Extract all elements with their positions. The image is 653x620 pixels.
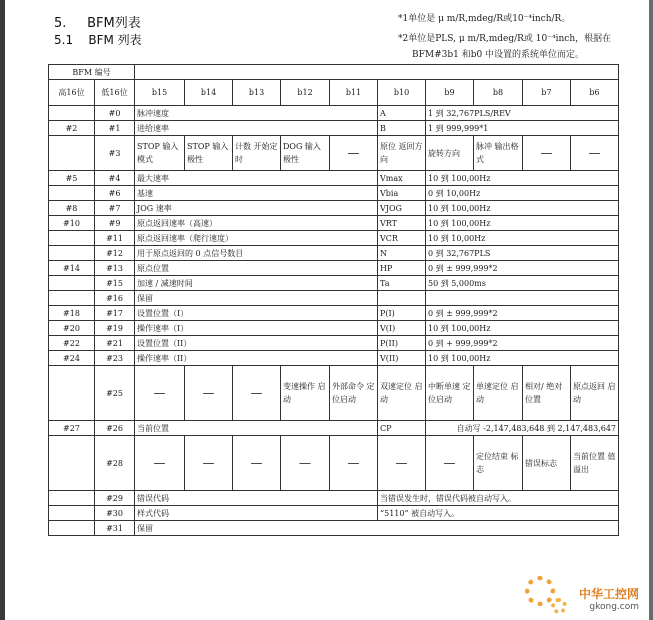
cell-low: #16 (95, 291, 135, 306)
watermark-cn: 中华工控网 (578, 587, 639, 601)
cell-high: #18 (49, 306, 95, 321)
cell-desc: 操作速率（II） (135, 351, 378, 366)
cell-low: #3 (95, 136, 135, 171)
cell-high (49, 291, 95, 306)
cell-desc: 原点返回速率（爬行速度） (135, 231, 378, 246)
cell-high (49, 136, 95, 171)
cell-desc: 原点位置 (135, 261, 378, 276)
header-bit: b8 (474, 80, 523, 106)
header-bit: b9 (426, 80, 474, 106)
cell-val: 0 到 + 999,999*2 (426, 336, 619, 351)
cell-sym: Vmax (378, 171, 426, 186)
cell-high: #10 (49, 216, 95, 231)
header-bit: b13 (233, 80, 281, 106)
table-row (49, 216, 619, 231)
cell-low: #7 (95, 201, 135, 216)
cell-val: 10 到 100,00Hz (426, 216, 619, 231)
cell-sym: VCR (378, 231, 426, 246)
cell-low: #21 (95, 336, 135, 351)
cell-low: #23 (95, 351, 135, 366)
bit-cell: — (233, 436, 281, 491)
table-row (49, 186, 619, 201)
table-row (49, 261, 619, 276)
cell-low: #11 (95, 231, 135, 246)
cell-desc: 样式代码 (135, 506, 378, 521)
cell-high (49, 231, 95, 246)
cell-high: #20 (49, 321, 95, 336)
bit-cell: 原点返回 启动 (571, 366, 619, 421)
table-row (49, 121, 619, 136)
table-row (49, 506, 619, 521)
watermark-en: gkong.com (589, 602, 639, 612)
bit-cell: 原位 返回方向 (378, 136, 426, 171)
cell-sym: Vbia (378, 186, 426, 201)
footnote-2: *2单位是PLS, μ m/R,mdeg/R或 10⁻⁴inch，根据在 (398, 34, 612, 44)
table-row (49, 231, 619, 246)
scan-edge-left (0, 0, 5, 620)
cell-sym: P(II) (378, 336, 426, 351)
cell-val: 10 到 10,00Hz (426, 231, 619, 246)
bit-cell: — (330, 136, 378, 171)
cell-low: #6 (95, 186, 135, 201)
cell-high (49, 506, 95, 521)
table-row (49, 276, 619, 291)
section-title: BFM列表 (87, 16, 141, 31)
cell-desc: 最大速率 (135, 171, 378, 186)
table-row (49, 421, 619, 436)
cell-high (49, 276, 95, 291)
bit-cell: — (135, 366, 185, 421)
header-bit: b14 (185, 80, 233, 106)
bit-cell: — (378, 436, 426, 491)
cell-sym: VRT (378, 216, 426, 231)
scan-edge-right (649, 0, 653, 620)
cell-high (49, 491, 95, 506)
header-bit: b15 (135, 80, 185, 106)
cell-sym: Ta (378, 276, 426, 291)
cell-val: 自动写 -2,147,483,648 到 2,147,483,647 (426, 421, 619, 436)
header-bit: b10 (378, 80, 426, 106)
cell-high: #27 (49, 421, 95, 436)
bit-cell: 旋转方向 (426, 136, 474, 171)
subsection-title: BFM 列表 (88, 33, 142, 47)
cell-high: #2 (49, 121, 95, 136)
cell-val (426, 291, 619, 306)
table-row (49, 246, 619, 261)
bit-cell: DOG 输入极性 (281, 136, 330, 171)
cell-low: #25 (95, 366, 135, 421)
cell-low: #17 (95, 306, 135, 321)
table-row (49, 521, 619, 536)
bit-cell: 定位结束 标志 (474, 436, 523, 491)
bit-cell: — (185, 366, 233, 421)
bit-cell: — (185, 436, 233, 491)
header-bit: b6 (571, 80, 619, 106)
cell-high (49, 521, 95, 536)
bit-cell: — (571, 136, 619, 171)
cell-sym: V(II) (378, 351, 426, 366)
cell-val: 10 到 100,00Hz (426, 321, 619, 336)
cell-desc: 基速 (135, 186, 378, 201)
table-header-bits (49, 80, 619, 106)
cell-low: #13 (95, 261, 135, 276)
cell-val: 0 到 32,767PLS (426, 246, 619, 261)
cell-desc: 当前位置 (135, 421, 378, 436)
cell-val: 10 到 100,00Hz (426, 351, 619, 366)
cell-val: 1 到 32,767PLS/REV (426, 106, 619, 121)
cell-val: 0 到 ± 999,999*2 (426, 306, 619, 321)
cell-low: #30 (95, 506, 135, 521)
cell-val: 当错误发生时，错误代码被自动写入。 (378, 491, 619, 506)
header-bit: b7 (523, 80, 571, 106)
cell-sym: A (378, 106, 426, 121)
cell-high: #24 (49, 351, 95, 366)
cell-low: #15 (95, 276, 135, 291)
cell-sym: P(I) (378, 306, 426, 321)
cell-val: 1 到 999,999*1 (426, 121, 619, 136)
bit-cell: 脉冲 输出格式 (474, 136, 523, 171)
cell-val: 50 到 5,000ms (426, 276, 619, 291)
cell-val: 0 到 ± 999,999*2 (426, 261, 619, 276)
table-row (49, 201, 619, 216)
cell-low: #31 (95, 521, 135, 536)
table-row (49, 106, 619, 121)
cell-low: #28 (95, 436, 135, 491)
cell-sym: V(I) (378, 321, 426, 336)
cell-desc: 加速 / 减速时间 (135, 276, 378, 291)
cell-val: 0 到 10,00Hz (426, 186, 619, 201)
cell-high (49, 436, 95, 491)
table-row (49, 291, 619, 306)
header-bit: b12 (281, 80, 330, 106)
header-bit: b11 (330, 80, 378, 106)
cell-desc: 进给速率 (135, 121, 378, 136)
cell-high (49, 186, 95, 201)
cell-high: #8 (49, 201, 95, 216)
cell-desc: 保留 (135, 521, 619, 536)
table-row (49, 351, 619, 366)
table-row (49, 491, 619, 506)
bit-cell: — (281, 436, 330, 491)
table-header-group (49, 65, 619, 80)
cell-low: #26 (95, 421, 135, 436)
cell-desc: 设置位置（II） (135, 336, 378, 351)
bit-cell: 变速操作 启动 (281, 366, 330, 421)
cell-desc: JOG 速率 (135, 201, 378, 216)
header-bfm-number: BFM 编号 (49, 65, 135, 80)
cell-sym: HP (378, 261, 426, 276)
bit-cell: — (135, 436, 185, 491)
cell-high: #22 (49, 336, 95, 351)
bit-cell: 单速定位 启动 (474, 366, 523, 421)
bit-cell: 外部命令 定位启动 (330, 366, 378, 421)
cell-sym: B (378, 121, 426, 136)
cell-low: #0 (95, 106, 135, 121)
subsection-heading (54, 31, 142, 48)
bit-cell: 当前位置 值溢出 (571, 436, 619, 491)
section-number: 5. (54, 16, 67, 31)
header-low: 低16位 (95, 80, 135, 106)
cell-high (49, 106, 95, 121)
table-row (49, 306, 619, 321)
footnote-1: *1单位是 μ m/R,mdeg/R或10⁻⁴inch/R。 (398, 14, 571, 24)
cell-val: 10 到 100,00Hz (426, 171, 619, 186)
section-heading (54, 12, 141, 31)
cell-high: #14 (49, 261, 95, 276)
bit-cell: — (426, 436, 474, 491)
bit-cell: — (330, 436, 378, 491)
table-row-bits (49, 136, 619, 171)
cell-desc: 操作速率（I） (135, 321, 378, 336)
header-high: 高16位 (49, 80, 95, 106)
bit-cell: 双速定位 启动 (378, 366, 426, 421)
cell-sym: CP (378, 421, 426, 436)
cell-low: #29 (95, 491, 135, 506)
bit-cell: STOP 输入模式 (135, 136, 185, 171)
cell-desc: 错误代码 (135, 491, 378, 506)
bit-cell: STOP 输入极性 (185, 136, 233, 171)
cell-low: #1 (95, 121, 135, 136)
cell-sym: N (378, 246, 426, 261)
table-row-bits (49, 436, 619, 491)
cell-low: #9 (95, 216, 135, 231)
cell-low: #4 (95, 171, 135, 186)
footnote-2-cont: BFM#3b1 和b0 中设置的系统单位而定。 (412, 50, 585, 60)
bit-cell: 中断单速 定位启动 (426, 366, 474, 421)
bit-cell: 错误标志 (523, 436, 571, 491)
table-row-bits (49, 366, 619, 421)
cell-desc: 脉冲速度 (135, 106, 378, 121)
bit-cell: 计数 开始定时 (233, 136, 281, 171)
gear-icon (525, 576, 555, 606)
bit-cell: — (233, 366, 281, 421)
cell-high (49, 366, 95, 421)
watermark (579, 585, 639, 612)
bfm-table (48, 64, 619, 536)
cell-sym (378, 291, 426, 306)
subsection-number: 5.1 (54, 33, 74, 47)
bit-cell: 相对/ 绝对位置 (523, 366, 571, 421)
cell-high: #5 (49, 171, 95, 186)
cell-desc: 保留 (135, 291, 378, 306)
cell-desc: 原点返回速率（高速） (135, 216, 378, 231)
cell-val: “5110” 被自动写入。 (378, 506, 619, 521)
table-row (49, 336, 619, 351)
table-row (49, 171, 619, 186)
cell-desc: 用于原点返回的 0 点信号数目 (135, 246, 378, 261)
table-row (49, 321, 619, 336)
cell-high (49, 246, 95, 261)
cell-low: #12 (95, 246, 135, 261)
cell-val: 10 到 100,00Hz (426, 201, 619, 216)
cell-low: #19 (95, 321, 135, 336)
bit-cell: — (523, 136, 571, 171)
cell-desc: 设置位置（I） (135, 306, 378, 321)
cell-sym: VJOG (378, 201, 426, 216)
header-blank (135, 65, 619, 80)
gear-small-icon (551, 598, 567, 614)
